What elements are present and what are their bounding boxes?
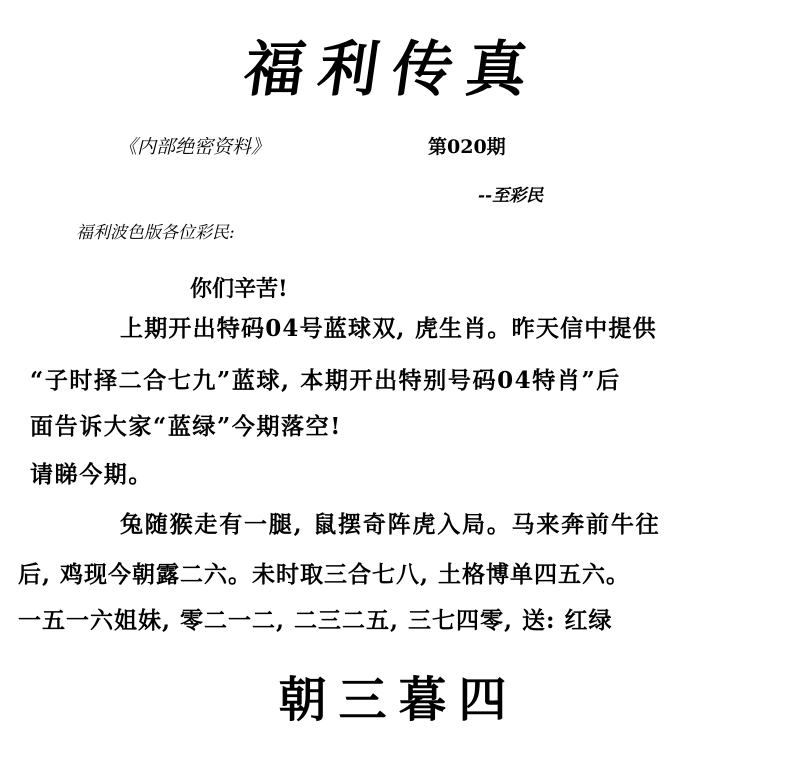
- body-line-6: 后, 鸡现今朝露二六。未时取三合七八, 土格博单四五六。: [18, 561, 631, 588]
- body-line-2: “子时择二合七九”蓝球, 本期开出特别号码04特肖”后: [30, 367, 621, 394]
- signature: --至彩民: [478, 186, 544, 206]
- body-line-5: 兔随猴走有一腿, 鼠摆奇阵虎入局。马来奔前牛往: [120, 511, 661, 538]
- body-line-1: 上期开出特码04号蓝球双, 虎生肖。昨天信中提供: [120, 315, 657, 342]
- issue-label: 《内部绝密资料》: [118, 136, 271, 158]
- footer-title: 朝三暮四: [278, 672, 519, 728]
- document-title: 福利传真: [239, 35, 546, 105]
- body-line-3: 面告诉大家“蓝绿”今期落空!: [30, 413, 342, 440]
- body-line-4: 请睇今期。: [30, 461, 153, 488]
- issue-number: 第020期: [428, 136, 506, 158]
- body-line-7: 一五一六姐妹, 零二一二, 二三二五, 三七四零, 送: 红绿: [18, 607, 613, 634]
- salutation: 福利波色版各位彩民:: [76, 223, 235, 243]
- greeting: 你们辛苦!: [190, 276, 288, 302]
